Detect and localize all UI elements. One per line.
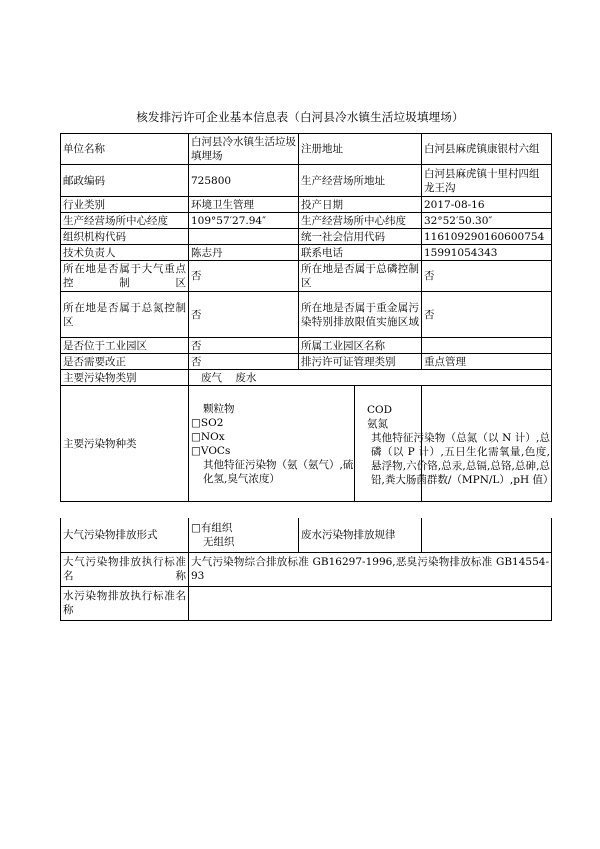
info-table-lower xyxy=(60,518,552,621)
air-discharge-unorganized: 无组织 xyxy=(203,535,235,548)
label-nitrogen-zone: 所在地是否属于总氮控制区 xyxy=(61,292,189,338)
value-air-key-zone: 否 xyxy=(189,261,299,292)
table-row xyxy=(61,518,552,552)
air-item-nox: □NOx xyxy=(191,430,225,443)
table-row xyxy=(61,552,552,586)
label-phosphorus-zone: 所在地是否属于总磷控制区 xyxy=(299,261,422,292)
label-start-date: 投产日期 xyxy=(299,197,422,213)
table-row xyxy=(61,134,552,165)
value-air-standard: 大气污染物综合排放标准 GB16297-1996,恶臭污染物排放标准 GB14554-93 xyxy=(189,552,552,586)
value-postal-code: 725800 xyxy=(189,165,299,197)
water-item-ammonia: 氨氮 xyxy=(367,418,388,430)
label-water-rule: 废水污染物排放规律 xyxy=(299,518,422,552)
label-industrial-park: 是否位于工业园区 xyxy=(61,338,189,354)
value-phosphorus-zone: 否 xyxy=(422,261,552,292)
label-park-name: 所属工业园区名称 xyxy=(299,338,422,354)
water-pollutant-block xyxy=(367,403,554,487)
value-registered-address: 白河县麻虎镇康银村六组 xyxy=(422,134,552,165)
value-credit-code: 116109290160600754 xyxy=(422,229,552,245)
label-air-key-zone: 所在地是否属于大气重点控制区 xyxy=(61,261,189,292)
value-permit-category: 重点管理 xyxy=(422,354,552,370)
label-phone: 联系电话 xyxy=(299,245,422,261)
label-industry: 行业类别 xyxy=(61,197,189,213)
label-unit-name: 单位名称 xyxy=(61,134,189,165)
air-discharge-organized: □有组织 xyxy=(191,521,233,534)
air-item-particulate: 颗粒物 xyxy=(203,402,235,415)
value-phone: 15991054343 xyxy=(422,245,552,261)
label-postal-code: 邮政编码 xyxy=(61,165,189,197)
label-air-discharge: 大气污染物排放形式 xyxy=(61,518,189,552)
value-site-address: 白河县麻虎镇十里村四组龙王沟 xyxy=(422,165,552,197)
value-org-code xyxy=(189,229,299,245)
value-nitrogen-zone: 否 xyxy=(189,292,299,338)
value-unit-name: 白河县冷水镇生活垃圾填埋场 xyxy=(189,134,299,165)
label-rectification: 是否需要改正 xyxy=(61,354,189,370)
value-rectification: 否 xyxy=(189,354,299,370)
value-water-rule xyxy=(422,518,552,552)
label-tech-lead: 技术负责人 xyxy=(61,245,189,261)
water-item-other: 其他特征污染物（总氮（以 N 计）,总磷（以 P 计）,五日生化需氧量,色度,悬浮物,六价铬,总汞,总镉,总铬,总砷,总铅,粪大肠菌群数/（MPN/L）,pH 值） xyxy=(371,432,554,486)
value-park-name xyxy=(422,338,552,354)
label-registered-address: 注册地址 xyxy=(299,134,422,165)
label-longitude: 生产经营场所中心经度 xyxy=(61,213,189,229)
air-item-vocs: □VOCs xyxy=(191,444,231,457)
table-row xyxy=(61,245,552,261)
divider-line xyxy=(354,386,356,502)
value-start-date: 2017-08-16 xyxy=(422,197,552,213)
value-longitude: 109°57′27.94″ xyxy=(189,213,299,229)
table-row xyxy=(61,197,552,213)
label-site-address: 生产经营场所地址 xyxy=(299,165,422,197)
value-tech-lead: 陈志丹 xyxy=(189,245,299,261)
value-pollutant-category: 废气 废水 xyxy=(189,370,552,386)
page-title: 核发排污许可企业基本信息表（白河县冷水镇生活垃圾填埋场） xyxy=(136,110,464,124)
table-row xyxy=(61,261,552,292)
table-row xyxy=(61,338,552,354)
table-row xyxy=(61,229,552,245)
value-industrial-park: 否 xyxy=(189,338,299,354)
label-pollutant-category: 主要污染物类别 xyxy=(61,370,189,386)
label-water-standard: 水污染物排放执行标准名称 xyxy=(61,586,189,620)
label-org-code: 组织机构代码 xyxy=(61,229,189,245)
label-air-standard: 大气污染物排放执行标准名称 xyxy=(61,552,189,586)
value-water-standard xyxy=(189,586,552,620)
water-item-cod: COD xyxy=(367,404,393,416)
air-discharge-options xyxy=(189,518,299,552)
label-permit-category: 排污许可证管理类别 xyxy=(299,354,422,370)
value-industry: 环境卫生管理 xyxy=(189,197,299,213)
label-credit-code: 统一社会信用代码 xyxy=(299,229,422,245)
value-heavy-metal-zone: 否 xyxy=(422,292,552,338)
table-row xyxy=(61,586,552,620)
label-latitude: 生产经营场所中心纬度 xyxy=(299,213,422,229)
air-item-so2: □SO2 xyxy=(191,416,224,429)
value-latitude: 32°52′50.30″ xyxy=(422,213,552,229)
table-row xyxy=(61,213,552,229)
air-item-other: 其他特征污染物（氨（氨气）,硫化氢,臭气浓度） xyxy=(203,458,354,485)
table-row xyxy=(61,165,552,197)
table-row xyxy=(61,354,552,370)
table-row xyxy=(61,292,552,338)
label-pollutant-types: 主要污染物种类 xyxy=(61,386,189,502)
table-row xyxy=(61,370,552,386)
label-heavy-metal-zone: 所在地是否属于重金属污染特别排放限值实施区域 xyxy=(299,292,422,338)
